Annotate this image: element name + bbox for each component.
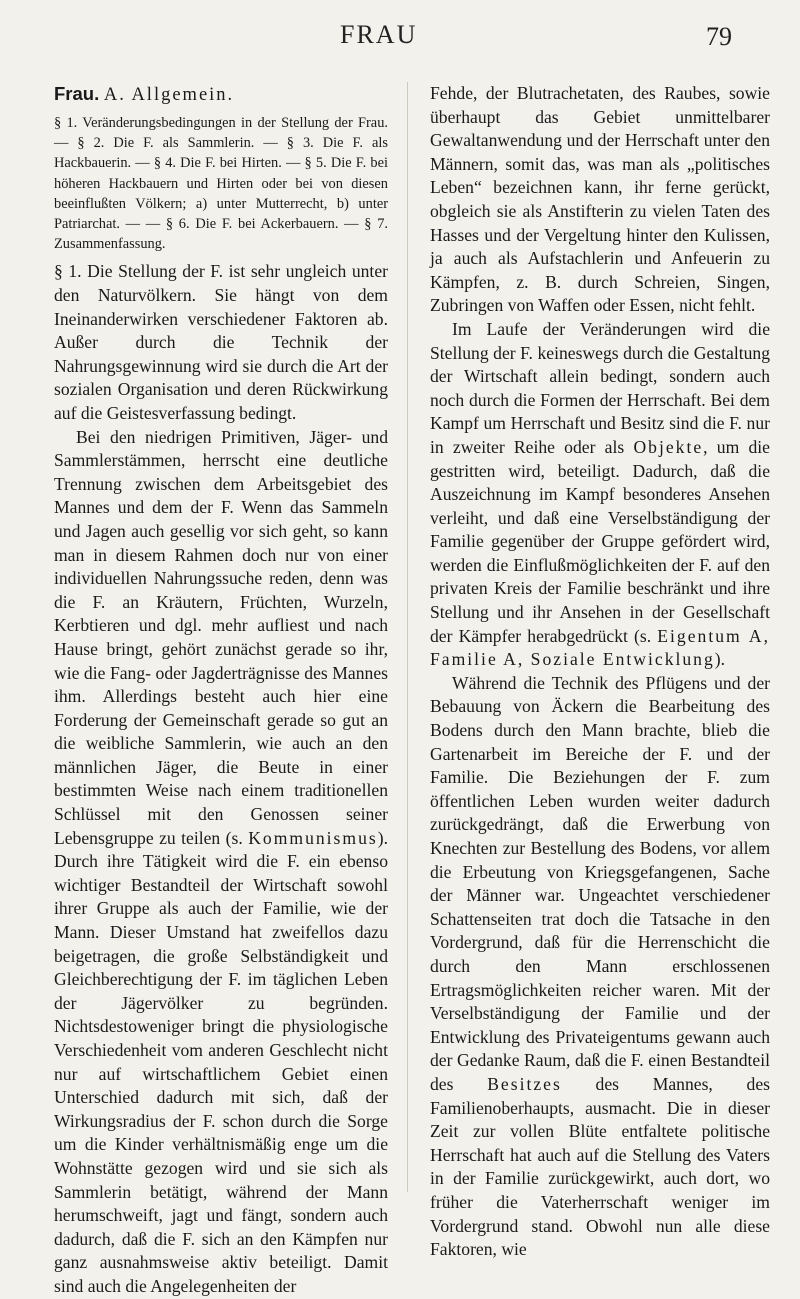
page-number: 79 [706, 22, 732, 51]
paragraph-text: Während die Technik des Pflügens und der Bebauung von Äckern die Bearbeitung des Bodens durch den Mann brachte, blieb die Gartenarbeit im Bereiche der F. und der Familie. Die Beziehungen der F. zum öffentlichen Leben wurden weiter dadurch zurückgedrängt, daß die Erwerbung von Knechten zur Bestellung des Bodens, vor allem die Erbeutung von Kriegsgefangenen, Sache der Männer war. Ungeachtet verschiedener Schattenseiten trat doch die Tatsache in den Vordergrund, daß für die Herrenschicht die durch den Mann erschlossenen Ertragsmöglichkeiten reicher waren. Mit der Verselbständigung der Familie und der Entwicklung des Privateigentums gewann auch der Gedanke Raum, daß die F. einen Bestandteil des [430, 672, 770, 1094]
section-summary: § 1. Veränderungsbedingungen in der Stellung der Frau. — § 2. Die F. als Sammlerin. — § 3. Die F. als Hackbauerin. — § 4. Die F. bei Hirten. — § 5. Die F. bei höheren Hackbauern und Hirten oder bei von diesen beeinflußten Völkern; a) unter Mutterrecht, b) unter Patriarchat. — — § 6. Die F. bei Ackerbauern. — § 7. Zusammenfassung. [54, 115, 388, 253]
paragraph-text: , um die gestritten wird, beteiligt. Dadurch, daß die Auszeichnung im Kampf besonderes Ansehen verleiht, und daß eine Verselbständigung der Familie gegenüber der Gruppe gefördert wird, werden die Einflußmöglichkeiten der F. auf den privaten Kreis der Familie beschränkt und ihre Stellung und ihr Ansehen in der Gesellschaft der Kämpfer herabgedrückt (s. [430, 436, 770, 646]
entry-lemma: Frau. [54, 83, 100, 104]
left-column [54, 82, 388, 1299]
column-divider [407, 82, 408, 1192]
paragraph-text: Im Laufe der Veränderungen wird die Stellung der F. keineswegs durch die Gestaltung der Wirtschaft allein bedingt, sondern auch noch durch die Formen der Herrschaft. Bei dem Kampf um Herrschaft und Besitz sind die F. nur in zweiter Reihe oder als [430, 318, 770, 457]
emphasis: Objekte [633, 436, 704, 457]
entry-heading [54, 82, 388, 107]
running-head [0, 20, 800, 60]
paragraph [430, 672, 770, 1262]
emphasis: Besitzes [487, 1073, 562, 1094]
running-head-title: FRAU [340, 20, 418, 49]
paragraph: § 1. Die Stellung der F. ist sehr ungleich unter den Naturvölkern. Sie hängt von dem Ineinanderwirken verschiedener Faktoren ab. Außer durch die Technik der Nahrungsgewinnung wird sie durch die Art der sozialen Organisation und deren Rückwirkung auf die Geistesverfassung bedingt. [54, 261, 388, 423]
paragraph [430, 318, 770, 672]
paragraph: Fehde, der Blutrachetaten, des Raubes, sowie überhaupt das Gebiet unmittelbarer Gewaltanwendung und der Herrschaft unter den Männern, somit das, was man als „politisches Leben“ bezeichnen kann, ihr ferne gerückt, obgleich sie als Anstifterin zu vielen Taten des Hasses und der Vergeltung hinter den Kulissen, ja auch als Aufstachlerin und Anfeuerin zu Kämpfen, z. B. durch Schreien, Singen, Zubringen von Waffen oder Essen, nicht fehlt. [430, 83, 770, 316]
cross-reference: Eigentum A, Familie A, Soziale Entwicklung [430, 625, 770, 670]
paragraph-text: ). Durch ihre Tätigkeit wird die F. ein ebenso wichtiger Bestandteil der Wirtschaft sowohl ihrer Gruppe als auch der Familie, wie der Mann. Dieser Umstand hat zweifellos dazu beigetragen, die große Selbständigkeit und Gleichberechtigung der F. im täglichen Leben der Jägervölker zu begründen. Nichtsdestoweniger bringt die physiologische Verschiedenheit vom anderen Geschlecht nicht nur auf wirtschaftlichem Gebiet einen Unterschied dadurch mit sich, daß der Wirkungsradius der F. schon durch die Sorge um die Kinder verhältnismäßig enge um die Wohnstätte gezogen wird und sie sich als Sammlerin betätigt, während der Mann herumschweift, jagt und fängt, sondern auch dadurch, daß die F. sich an den Kämpfen nur ganz ausnahmsweise aktiv beteiligt. Damit sind auch die Angelegenheiten der [54, 827, 388, 1296]
right-column [430, 82, 770, 1262]
entry-subhead: A. Allgemein. [103, 85, 235, 105]
paragraph-text: ). [714, 649, 726, 670]
cross-reference: Kommunismus [248, 827, 378, 848]
paragraph [54, 426, 388, 1299]
paragraph-text: des Mannes, des Familienoberhaupts, ausmacht. Die in dieser Zeit zur vollen Blüte entfaltete politische Herrschaft hat auch auf die Stellung des Vaters in der Familie zurückgewirkt, auch dort, wo früher die Vaterherrschaft weniger im Vordergrund stand. Obwohl nun alle diese Faktoren, wie [430, 1073, 771, 1260]
paragraph-text: Bei den niedrigen Primitiven, Jäger- und Sammlerstämmen, herrscht eine deutliche Trennung zwischen dem Arbeitsgebiet des Mannes und dem der F. Wenn das Sammeln und Jagen auch gesellig vor sich geht, so kann man in diesem Rahmen doch nur von einer individuellen Nahrungssuche reden, denn was die F. an Kräutern, Früchten, Wurzeln, Kerbtieren und dgl. mehr aufliest und nach Hause bringt, gehört zunächst gerade so ihr, wie die Fang- oder Jagderträgnisse des Mannes ihm. Allerdings besteht auch hier eine Forderung der Gemeinschaft gerade so gut an die weibliche Sammlerin, wie auch an den männlichen Jäger, die Beute in einer bestimmten Weise nach einem traditionellen Schlüssel mit den Genossen seiner Lebensgruppe zu teilen (s. [54, 426, 388, 848]
